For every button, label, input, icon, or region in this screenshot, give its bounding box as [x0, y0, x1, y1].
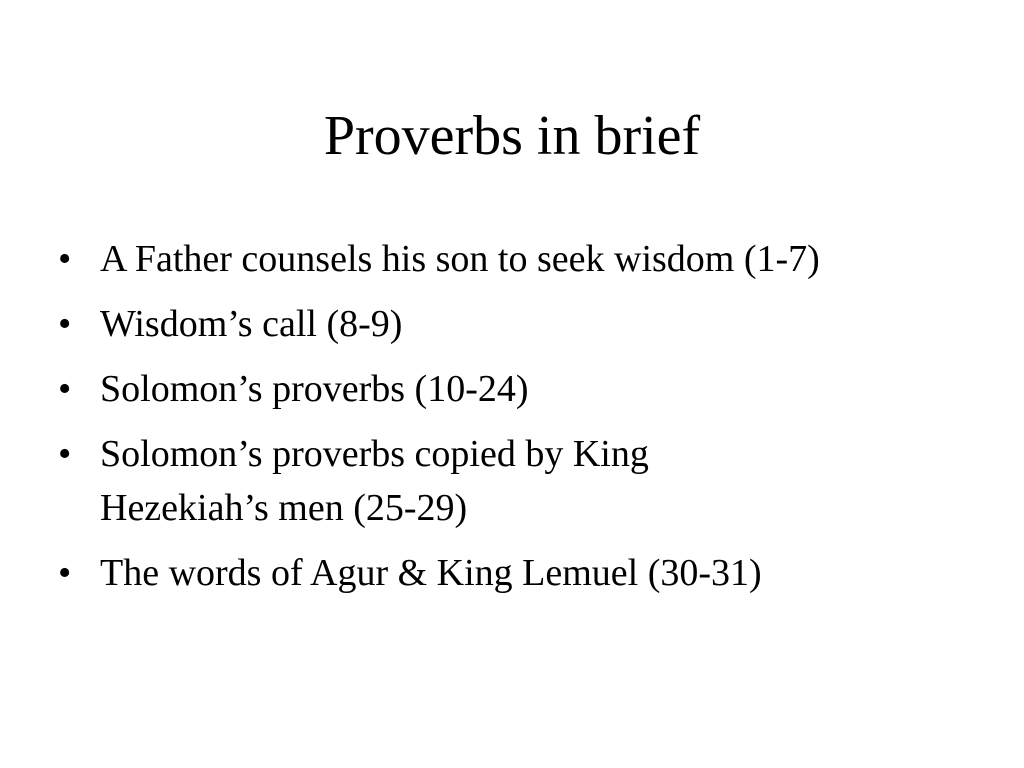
bullet-text: Wisdom’s call (8-9)	[100, 303, 403, 345]
list-item	[58, 362, 978, 416]
list-item	[58, 427, 978, 535]
list-item	[58, 232, 978, 286]
bullet-icon: •	[58, 303, 72, 345]
bullet-text: Solomon’s proverbs (10-24)	[100, 368, 529, 410]
slide-title: Proverbs in brief	[323, 105, 701, 167]
bullet-list	[58, 232, 978, 611]
bullet-text: The words of Agur & King Lemuel (30-31)	[100, 552, 762, 594]
bullet-text: Solomon’s proverbs copied by King Hezekiah’s men (25-29)	[100, 433, 649, 529]
bullet-text: A Father counsels his son to seek wisdom (1-7)	[100, 238, 820, 280]
list-item	[58, 297, 978, 351]
list-item	[58, 546, 978, 600]
bullet-icon: •	[58, 433, 72, 475]
bullet-icon: •	[58, 368, 72, 410]
bullet-icon: •	[58, 552, 72, 594]
bullet-icon: •	[58, 238, 72, 280]
